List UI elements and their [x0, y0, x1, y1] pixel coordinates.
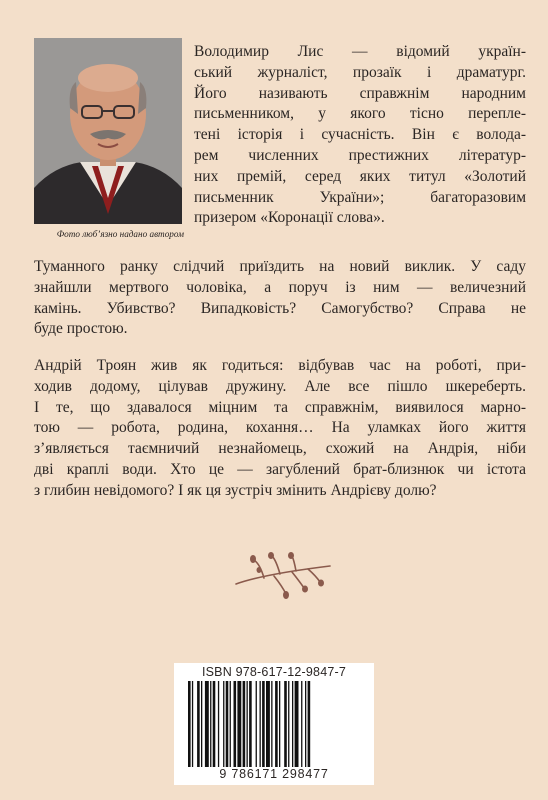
blurb-paragraph-2: [34, 356, 526, 502]
blurb-line: буде простою.: [34, 320, 128, 338]
bio-line: ський журналіст, прозаїк і драматург.: [194, 63, 526, 81]
blurb-line: Туманного ранку слідчий приїздить на новий виклик. У саду: [34, 258, 526, 275]
photo-caption: Фото люб’язно надано автором: [56, 229, 184, 239]
blurb-paragraph-1: [34, 257, 526, 340]
barcode-bars-icon: [188, 681, 368, 767]
isbn-barcode: [174, 663, 374, 785]
blurb-line: ходив додому, цілував дружину. Але все пішло шкереберть.: [34, 377, 526, 395]
bio-line: письменником, у якого тісно перепле-: [194, 105, 526, 123]
blurb-line: з глибин невідомого? І як ця зустріч змінить Андрієву долю?: [34, 481, 437, 499]
blurb-line: дві краплі води. Хто це — загублений брат-близнюк чи істота: [34, 460, 526, 478]
blurb-line: Андрій Троян жив як годиться: відбував час на роботі, при-: [34, 357, 526, 374]
blurb-line: знайшли мертвого чоловіка, а поруч із ним — величезний: [34, 278, 526, 296]
blurb-line: камінь. Убивство? Випадковість? Самогубство? Справа не: [34, 299, 526, 317]
barcode-digits: 9 786171 298477: [219, 767, 329, 781]
bio-line: Володимир Лис — відомий україн-: [194, 43, 526, 60]
blurb-line: І те, що здавалося міцним та справжнім, виявилося марно-: [34, 398, 526, 416]
blurb-line: з’являється таємничий незнайомець, схожий на Андрія, ніби: [34, 440, 526, 458]
twig-ornament-icon: [234, 552, 332, 602]
bio-line: рем численних престижних літератур-: [194, 146, 526, 164]
author-bio: [194, 42, 526, 229]
bio-line: призером «Коронації слова».: [194, 209, 385, 227]
bio-line: письменник України»; багаторазовим: [194, 188, 526, 206]
author-photo: [34, 38, 182, 224]
isbn-label: ISBN 978-617-12-9847-7: [201, 665, 347, 679]
blurb-line: тою — робота, родина, кохання… На уламках його життя: [34, 419, 526, 437]
author-portrait-image: [34, 38, 182, 224]
bio-line: Його називають справжнім народним: [194, 84, 526, 102]
bio-line: них премій, серед яких титул «Золотий: [194, 167, 526, 185]
bio-line: тені історія і сучасність. Він є волода-: [194, 126, 526, 144]
